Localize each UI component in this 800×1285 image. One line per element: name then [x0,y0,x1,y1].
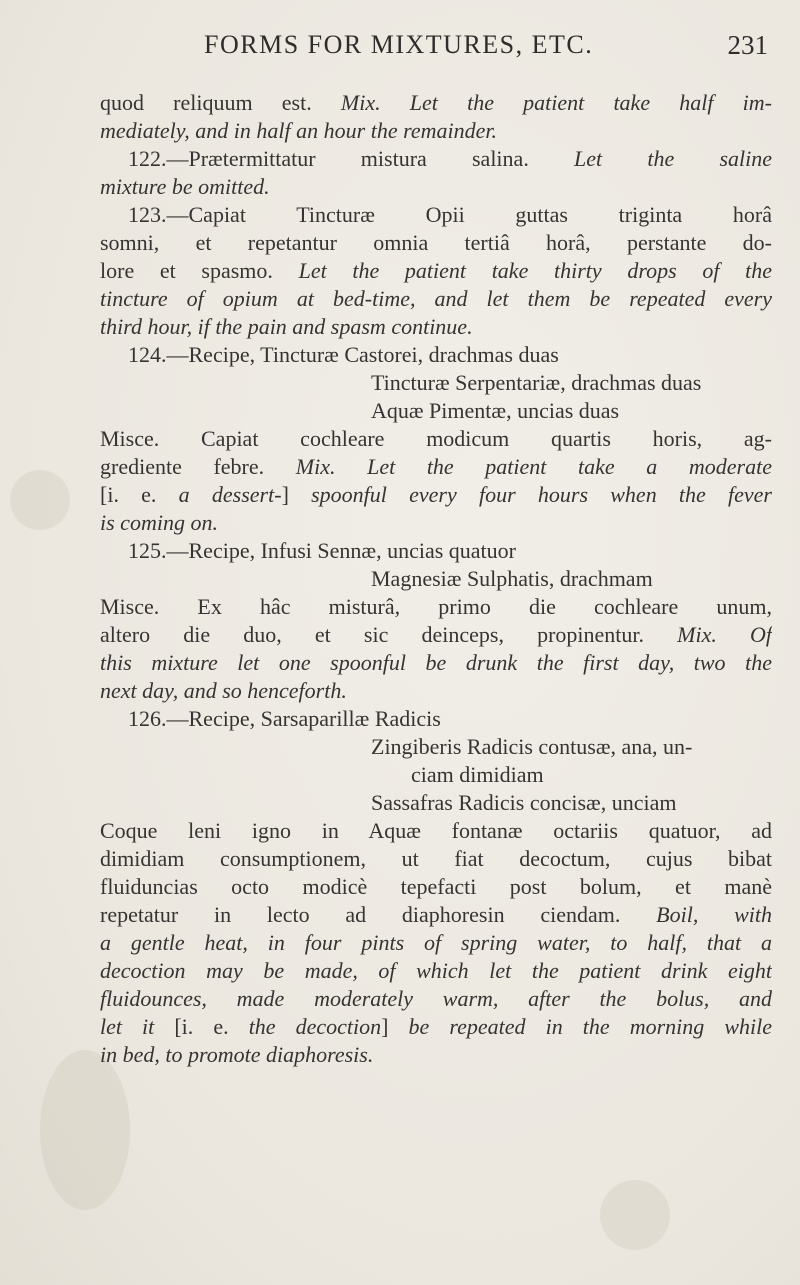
italic-text: the decoction [248,1014,382,1039]
italic-text: a gentle heat, in four pints of spring water, to half, that a [100,930,772,955]
italic-text: fluidounces, made moderately warm, after the bolus, and [100,986,772,1011]
text-line [100,705,772,733]
text-line [100,257,772,285]
text-line [100,341,772,369]
italic-text: this mixture let one spoonful be drunk the first day, two the [100,650,772,675]
text-line [100,873,772,901]
roman-text: [i. e. [174,1014,249,1039]
roman-text: Zingiberis Radicis contusæ, ana, un- [371,734,693,759]
text-line [100,817,772,845]
body-text [100,89,772,1069]
italic-text: Mix. Let the patient take half im- [340,90,772,115]
text-line [100,593,772,621]
italic-text: next day, and so henceforth. [100,678,347,703]
text-line [100,677,772,705]
text-line [100,929,772,957]
text-line [100,901,772,929]
italic-text: decoction may be made, of which let the patient drink eight [100,958,772,983]
text-line [100,621,772,649]
roman-text: ] [281,482,312,507]
roman-text: altero die duo, et sic deinceps, propinentur. [100,622,678,647]
roman-text: Aquæ Pimentæ, uncias duas [371,398,620,423]
roman-text: 125.—Recipe, Infusi Sennæ, uncias quatuor [128,538,516,563]
paper-stain [40,1050,130,1210]
text-line [100,89,772,117]
roman-text: repetatur in lecto ad diaphoresin ciendam. [100,902,657,927]
running-header [100,30,770,70]
italic-text: mediately, and in half an hour the remainder. [100,118,497,143]
text-line [100,985,772,1013]
page-number: 231 [727,30,768,60]
italic-text: spoonful every four hours when the fever [311,482,772,507]
text-line [100,397,772,425]
roman-text: somni, et repetantur omnia tertiâ horâ, perstante do- [100,230,772,255]
italic-text: in bed, to promote diaphoresis. [100,1042,374,1067]
italic-text: let it [100,1014,175,1039]
italic-text: Mix. Of [677,622,772,647]
text-line [100,201,772,229]
text-line [100,173,772,201]
roman-text: Coque leni igno in Aquæ fontanæ octariis quatuor, ad [100,818,772,843]
roman-text: Tincturæ Serpentariæ, drachmas duas [371,370,702,395]
italic-text: a dessert- [178,482,282,507]
italic-text: be repeated in the morning while [408,1014,772,1039]
text-line [100,845,772,873]
italic-text: is coming on. [100,510,218,535]
roman-text: Misce. Ex hâc misturâ, primo die cochleare unum, [100,594,772,619]
text-line [100,481,772,509]
roman-text: fluiduncias octo modicè tepefacti post bolum, et manè [100,874,772,899]
roman-text: 122.—Prætermittatur mistura salina. [128,146,575,171]
italic-text: Let the saline [574,146,772,171]
italic-text: mixture be omitted. [100,174,270,199]
roman-text: 126.—Recipe, Sarsaparillæ Radicis [128,706,441,731]
roman-text: 123.—Capiat Tincturæ Opii guttas triginta horâ [128,202,772,227]
roman-text: ] [381,1014,409,1039]
text-line [100,565,772,593]
text-line [100,425,772,453]
roman-text: 124.—Recipe, Tincturæ Castorei, drachmas duas [128,342,559,367]
roman-text: dimidiam consumptionem, ut fiat decoctum, cujus bibat [100,846,772,871]
italic-text: Let the patient take thirty drops of the [298,258,772,283]
text-line [100,229,772,257]
text-line [100,453,772,481]
text-line [100,117,772,145]
text-line [100,369,772,397]
roman-text: Misce. Capiat cochleare modicum quartis horis, ag- [100,426,772,451]
text-line [100,789,772,817]
text-line [100,761,772,789]
roman-text: Magnesiæ Sulphatis, drachmam [371,566,653,591]
text-line [100,1013,772,1041]
text-line [100,313,772,341]
roman-text: grediente febre. [100,454,296,479]
running-title: FORMS FOR MIXTURES, ETC. [204,30,594,59]
text-line [100,145,772,173]
roman-text: ciam dimidiam [411,762,544,787]
roman-text: [i. e. [100,482,179,507]
italic-text: tincture of opium at bed-time, and let them be repeated every [100,286,772,311]
paper-stain [10,470,70,530]
italic-text: third hour, if the pain and spasm continue. [100,314,473,339]
italic-text: Boil, with [656,902,772,927]
text-line [100,537,772,565]
text-line [100,733,772,761]
roman-text: quod reliquum est. [100,90,341,115]
text-line [100,509,772,537]
roman-text: Sassafras Radicis concisæ, unciam [371,790,677,815]
paper-stain [600,1180,670,1250]
italic-text: Mix. Let the patient take a moderate [295,454,772,479]
roman-text: lore et spasmo. [100,258,299,283]
text-line [100,285,772,313]
text-line [100,957,772,985]
text-line [100,1041,772,1069]
text-line [100,649,772,677]
